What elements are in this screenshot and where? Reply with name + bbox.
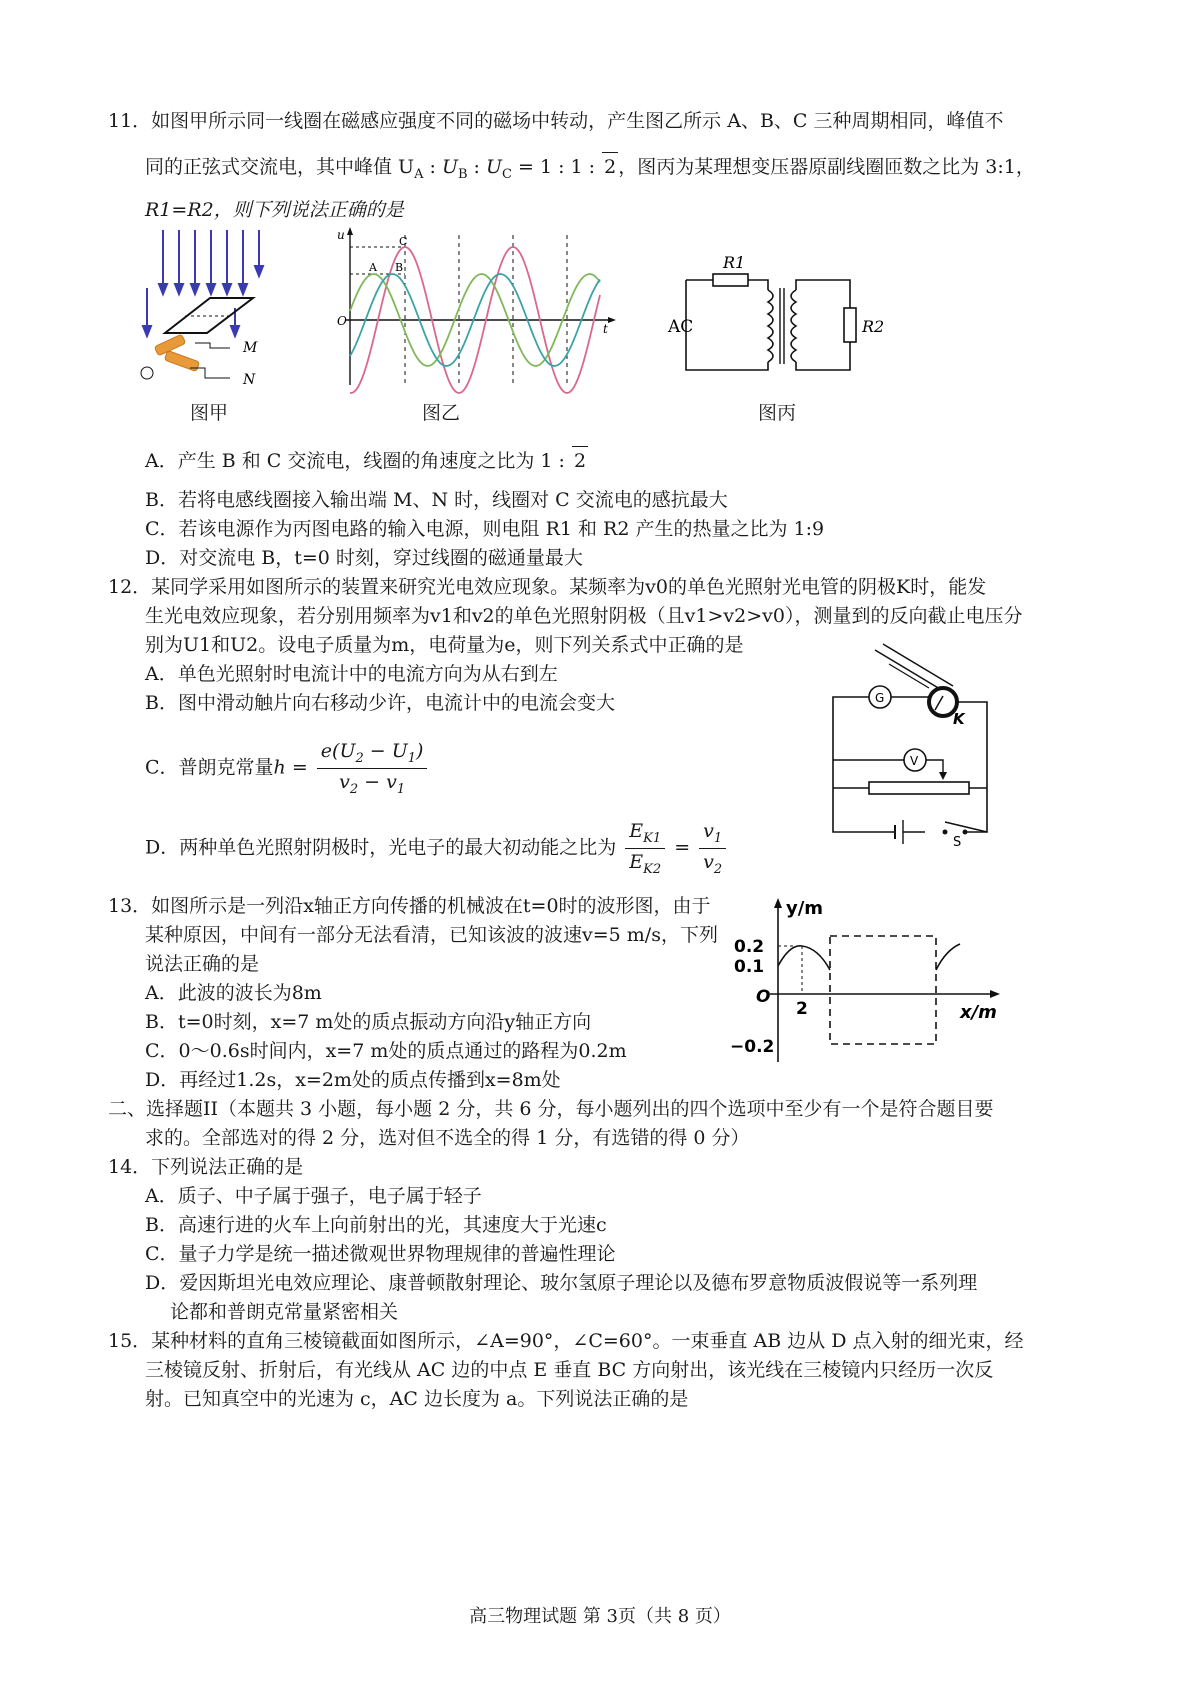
q15-line3: 射。已知真空中的光速为 c，AC 边长度为 a。下列说法正确的是	[145, 1388, 689, 1410]
bing-label-r1: R1	[723, 253, 746, 272]
figure-yi	[335, 225, 620, 390]
q11-line2: 同的正弦式交流电，其中峰值 $U_A$ : $U_B$ : $U_C = 1$ : 1 : 2 ，图丙为某理想变压器原副线圈匝数之比为 3:1，	[145, 152, 1035, 189]
q12-label-v: V	[910, 754, 919, 768]
bing-label-ac: AC	[668, 317, 694, 337]
figure-bing	[668, 250, 898, 375]
q13-tick-y2: 0.1	[734, 957, 765, 977]
q13-line3: 说法正确的是	[145, 953, 260, 975]
q13-line1: 13．如图所示是一列沿x轴正方向传播的机械波在t=0时的波形图，由于	[108, 895, 711, 917]
q13-tick-y3: −0.2	[730, 1037, 775, 1057]
q14-option-a: A．质子、中子属于强子，电子属于轻子	[145, 1185, 482, 1207]
q12-option-c: C．普朗克常量h = $\frac{e(U_2 - U_1)}{v_2 - v_1}$	[145, 740, 430, 797]
q12-option-a: A．单色光照射时电流计中的电流方向为从右到左	[145, 663, 558, 685]
q14-option-d-line1: D．爱因斯坦光电效应理论、康普顿散射理论、玻尔氢原子理论以及德布罗意物质波假说等一系列理	[145, 1272, 978, 1294]
yi-label-u: u	[337, 228, 345, 242]
section2-line1: 二、选择题II（本题共 3 小题，每小题 2 分，共 6 分，每小题列出的四个选项中至少有一个是符合题目要	[108, 1098, 994, 1120]
q15-line1: 15．某种材料的直角三棱镜截面如图所示，∠A=90°，∠C=60°。一束垂直 AB 边从 D 点入射的细光束，经	[108, 1330, 1024, 1352]
q11-option-c: C．若该电源作为丙图电路的输入电源，则电阻 R1 和 R2 产生的热量之比为 1:9	[145, 518, 825, 540]
q14-option-b: B．高速行进的火车上向前射出的光，其速度大于光速c	[145, 1214, 607, 1236]
q13-option-d: D．再经过1.2s，x=2m处的质点传播到x=8m处	[145, 1069, 561, 1091]
q11-option-a: A．产生 B 和 C 交流电，线圈的角速度之比为 1 : 2	[145, 446, 588, 475]
yi-label-c: C	[399, 235, 408, 248]
bing-label-r2: R2	[862, 317, 885, 336]
q13-origin: O	[756, 987, 771, 1007]
jia-label-n: N	[243, 372, 256, 388]
q11-option-a-text: A．产生 B 和 C 交流电，线圈的角速度之比为	[145, 450, 535, 472]
q12-option-d-text: D．两种单色光照射阴极时，光电子的最大初动能之比为	[145, 836, 617, 859]
q12-option-d: D．两种单色光照射阴极时，光电子的最大初动能之比为 $\frac{E_{K1}}{E_{K2}}$ = $\frac{v_1}{v_2}$	[145, 820, 729, 877]
q13-option-c: C．0～0.6s时间内，x=7 m处的质点通过的路程为0.2m	[145, 1040, 627, 1062]
q13-line2: 某种原因，中间有一部分无法看清，已知该波的波速v=5 m/s，下列	[145, 924, 718, 946]
q13-tick-x1: 2	[796, 999, 808, 1019]
q13-option-b: B．t=0时刻，x=7 m处的质点振动方向沿y轴正方向	[145, 1011, 592, 1033]
q11-line1: 11．如图甲所示同一线圈在磁感应强度不同的磁场中转动，产生图乙所示 A、B、C 三种周期相同，峰值不	[108, 110, 1004, 132]
q11-line2-b: ，图丙为某理想变压器原副线圈匝数之比为 3:1，	[618, 156, 1035, 178]
caption-bing: 图丙	[758, 402, 797, 424]
q15-line2: 三棱镜反射、折射后，有光线从 AC 边的中点 E 垂直 BC 方向射出，该光线在三棱镜内只经历一次反	[145, 1359, 994, 1381]
q12-line3: 别为U1和U2。设电子质量为m，电荷量为e，则下列关系式中正确的是	[145, 634, 744, 656]
yi-label-a: A	[369, 261, 377, 274]
q13-tick-y1: 0.2	[734, 937, 765, 957]
q12-label-s: S	[953, 835, 962, 850]
figure-jia	[135, 228, 270, 388]
figure-q13-wave	[730, 892, 1005, 1067]
yi-label-b: B	[395, 261, 404, 274]
q14-option-c: C．量子力学是统一描述微观世界物理规律的普遍性理论	[145, 1243, 616, 1265]
caption-jia: 图甲	[190, 402, 229, 424]
jia-label-m: M	[243, 340, 258, 356]
caption-yi: 图乙	[422, 402, 461, 424]
q14-stem: 14．下列说法正确的是	[108, 1156, 304, 1178]
q12-option-b: B．图中滑动触片向右移动少许，电流计中的电流会变大	[145, 692, 615, 714]
q12-label-g: G	[875, 691, 885, 705]
q14-option-d-line2: 论都和普朗克常量紧密相关	[170, 1301, 399, 1323]
yi-label-t: t	[603, 322, 608, 336]
q12-line1: 12．某同学采用如图所示的装置来研究光电效应现象。某频率为v0的单色光照射光电管的阴极K时，能发	[108, 576, 987, 598]
q12-label-k: K	[953, 710, 965, 728]
figure-q12-circuit	[825, 642, 995, 850]
q13-option-a: A．此波的波长为8m	[145, 982, 322, 1004]
q11-option-d: D．对交流电 B，t=0 时刻，穿过线圈的磁通量最大	[145, 547, 583, 569]
page-footer: 高三物理试题 第 3页（共 8 页）	[469, 1606, 731, 1627]
q11-line2-a: 同的正弦式交流电，其中峰值 U	[145, 156, 415, 178]
yi-label-o: O	[337, 314, 347, 328]
q13-xlabel: x/m	[960, 1002, 997, 1023]
section2-line2: 求的。全部选对的得 2 分，选对但不选全的得 1 分，有选错的得 0 分）	[145, 1127, 750, 1149]
q12-option-c-text: C．普朗克常量	[145, 756, 274, 779]
q12-line2: 生光电效应现象，若分别用频率为v1和v2的单色光照射阴极（且v1>v2>v0），测量到的反向截止电压分	[145, 605, 1023, 627]
q13-ylabel: y/m	[786, 898, 824, 919]
q11-line3: R1=R2，则下列说法正确的是	[145, 199, 404, 221]
q11-option-b: B．若将电感线圈接入输出端 M、N 时，线圈对 C 交流电的感抗最大	[145, 489, 728, 511]
